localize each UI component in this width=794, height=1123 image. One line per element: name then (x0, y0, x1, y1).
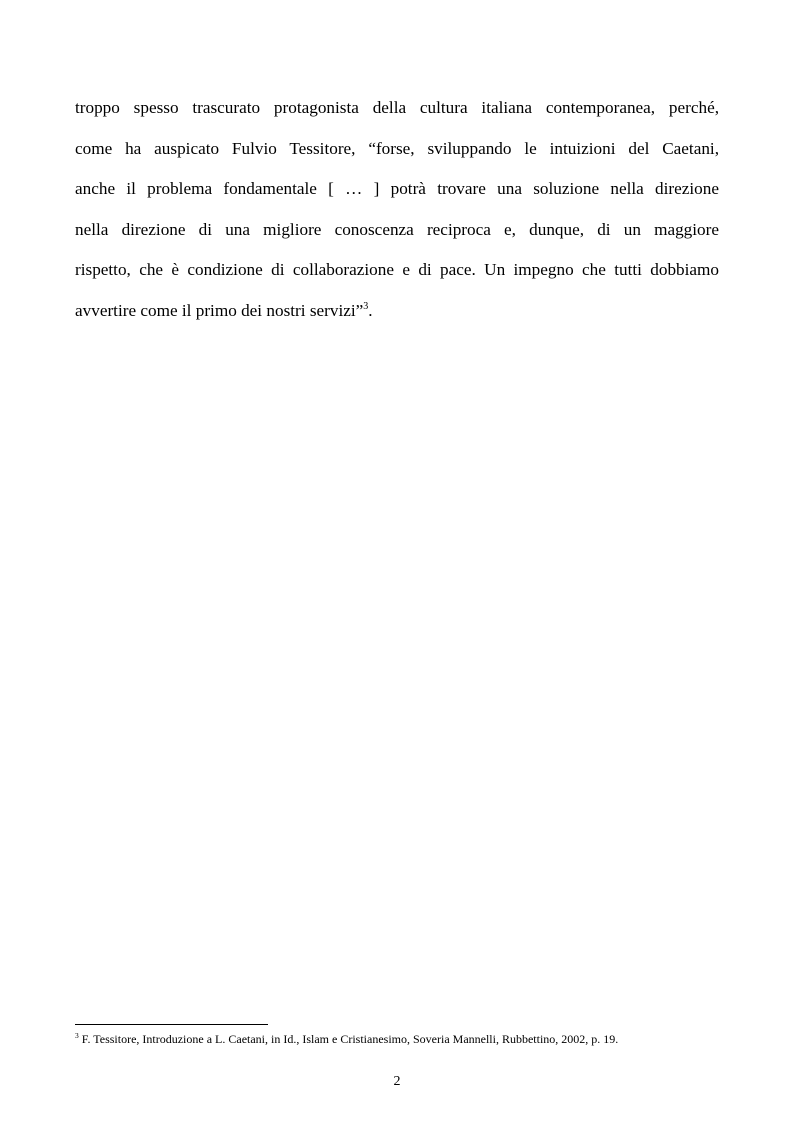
footnote-number: 3 (75, 1031, 79, 1040)
body-paragraph (75, 94, 719, 338)
paragraph-line: nella direzione di una migliore conoscenza reciproca e, dunque, di un maggiore (75, 219, 719, 239)
paragraph-line-text: avvertire come il primo dei nostri servizi” (75, 300, 364, 320)
paragraph-line: anche il problema fondamentale [ … ] potrà trovare una soluzione nella direzione (75, 179, 719, 199)
page-number: 2 (393, 1074, 401, 1089)
footnote (75, 1031, 719, 1047)
footnote-text: F. Tessitore, Introduzione a L. Caetani, in Id., Islam e Cristianesimo, Soveria Mannelli, Rubbettino, 2002, p. 19. (81, 1032, 619, 1046)
footnote-reference[interactable]: 3 (363, 300, 369, 312)
paragraph-last-line (75, 297, 719, 338)
paragraph-line: rispetto, che è condizione di collaborazione e di pace. Un impegno che tutti dobbiamo (75, 260, 719, 280)
paragraph-line: come ha auspicato Fulvio Tessitore, “forse, sviluppando le intuizioni del Caetani, (75, 138, 719, 158)
paragraph-line: troppo spesso trascurato protagonista della cultura italiana contemporanea, perché, (75, 98, 719, 117)
footnote-divider (75, 1024, 268, 1025)
paragraph-period: . (368, 300, 373, 320)
